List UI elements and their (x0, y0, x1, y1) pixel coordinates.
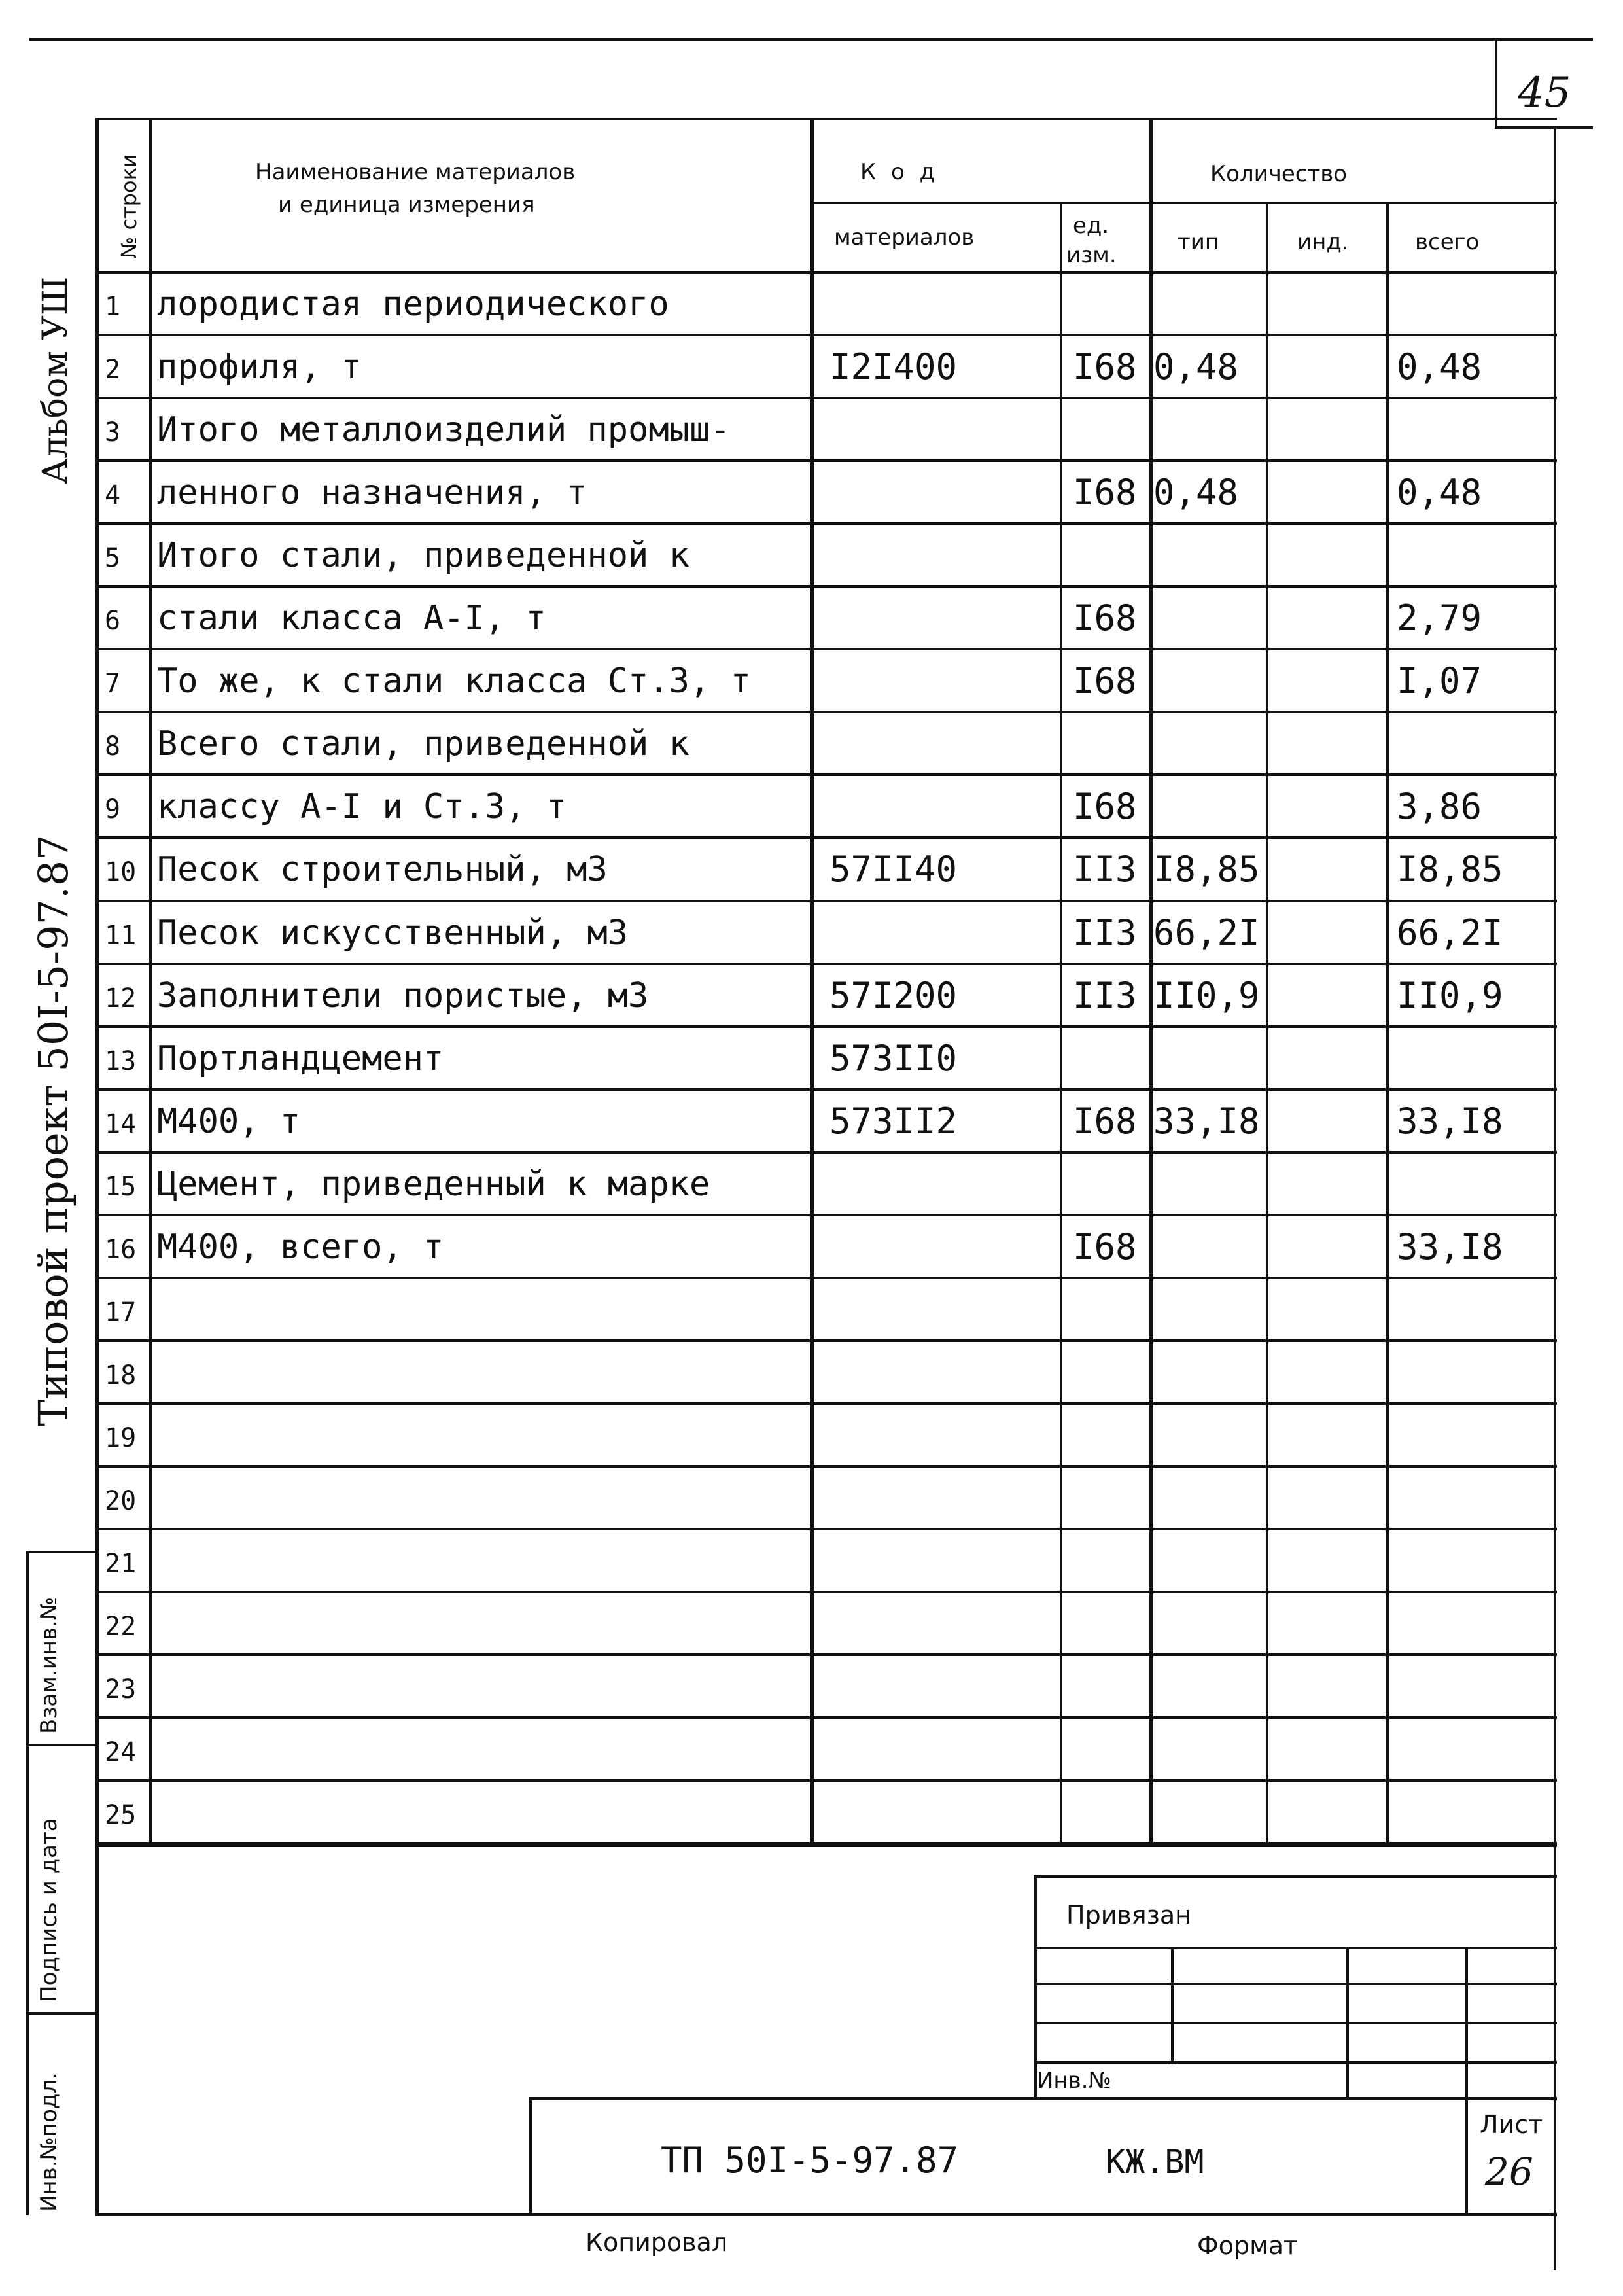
row-number: 5 (105, 543, 121, 574)
header-total: всего (1415, 229, 1480, 255)
header-unit-line1: ед. (1073, 213, 1109, 239)
row-number: 8 (105, 732, 121, 762)
stamp-grid-col-1 (1171, 1947, 1174, 2064)
cell-total: I,07 (1397, 660, 1482, 702)
vzam-label: Взам.инв.№ (36, 1597, 62, 1734)
title-block-sheet-divider (1465, 2097, 1468, 2215)
cell-unit: I68 (1073, 786, 1137, 828)
row-number: 14 (105, 1108, 137, 1139)
row-divider-line (98, 1214, 1557, 1216)
cell-unit: I68 (1073, 472, 1137, 514)
row-number: 21 (105, 1549, 137, 1579)
row-number: 1 (105, 292, 121, 322)
sheet-corner-bottom (1495, 126, 1593, 129)
header-code: К о д (860, 159, 939, 185)
row-divider-line (98, 1591, 1557, 1593)
cell-total: 2,79 (1397, 597, 1482, 639)
table-left-border (95, 118, 99, 2215)
header-name-line1: Наименование материалов (255, 159, 576, 185)
cell-name: ленного назначения, т (157, 473, 587, 513)
cell-unit: II3 (1073, 974, 1137, 1016)
stamp-top-line (1034, 1875, 1557, 1878)
cell-total: 3,86 (1397, 786, 1482, 828)
cell-name: Итого металлоизделий промыш- (157, 410, 731, 450)
row-divider-line (98, 1465, 1557, 1468)
left-strip-divider-1 (26, 1551, 97, 1553)
row-number: 17 (105, 1297, 137, 1328)
row-divider-line (98, 1402, 1557, 1405)
row-divider-line (98, 1339, 1557, 1342)
row-number: 18 (105, 1360, 137, 1390)
cell-name: Заполнители пористые, м3 (157, 976, 649, 1016)
cell-code: 573II2 (829, 1100, 958, 1142)
stamp-grid-line-4 (1034, 2061, 1557, 2064)
row-number: 10 (105, 857, 137, 888)
cell-name: Всего стали, приведенной к (157, 724, 689, 764)
header-tip: тип (1178, 229, 1220, 255)
cell-name: Портландцемент (157, 1038, 444, 1078)
row-number: 20 (105, 1485, 137, 1516)
stamp-doc-code: ТП 50I-5-97.87 (661, 2140, 959, 2181)
cell-code: 57I200 (829, 974, 958, 1016)
cell-name: классу А-I и Ст.3, т (157, 787, 567, 827)
sheet-number-top: 45 (1518, 69, 1571, 117)
cell-total: 66,2I (1397, 911, 1503, 953)
cell-name: Итого стали, приведенной к (157, 536, 689, 576)
header-name-line2: и единица измерения (278, 192, 535, 218)
cell-unit: II3 (1073, 849, 1137, 891)
title-block-top-line (529, 2097, 1557, 2100)
footer-format: Формат (1197, 2231, 1299, 2260)
row-number: 12 (105, 983, 137, 1014)
row-number: 15 (105, 1171, 137, 1202)
cell-unit: I68 (1073, 660, 1137, 702)
cell-name: профиля, т (157, 347, 362, 387)
header-ind: инд. (1297, 229, 1349, 255)
row-number: 22 (105, 1612, 137, 1642)
cell-code: 57II40 (829, 849, 958, 891)
row-divider-line (98, 836, 1557, 839)
left-strip-divider-3 (26, 2012, 97, 2015)
col-divider-name (810, 118, 814, 1845)
row-divider-line (98, 963, 1557, 965)
row-number: 16 (105, 1234, 137, 1265)
footer-kopiroval: Копировал (585, 2228, 728, 2257)
cell-unit: II3 (1073, 911, 1137, 953)
row-divider-line (98, 1151, 1557, 1154)
header-row-no: № строки (116, 154, 141, 258)
cell-tip: 0,48 (1153, 346, 1239, 388)
row-divider-line (98, 334, 1557, 336)
header-quantity: Количество (1210, 161, 1348, 187)
stamp-sheet-value: 26 (1485, 2149, 1533, 2194)
stamp-grid-line-1 (1034, 1947, 1557, 1949)
row-divider-line (98, 397, 1557, 399)
top-border-line (29, 38, 1593, 41)
row-number: 6 (105, 606, 121, 637)
cell-total: 0,48 (1397, 472, 1482, 514)
row-number: 9 (105, 794, 121, 825)
cell-tip: 33,I8 (1153, 1100, 1260, 1142)
title-block-bottom-line (95, 2213, 1557, 2216)
row-divider-line (98, 1653, 1557, 1656)
cell-code: I2I400 (829, 346, 958, 388)
col-divider-ind (1386, 203, 1389, 1845)
cell-unit: I68 (1073, 1100, 1137, 1142)
cell-unit: I68 (1073, 597, 1137, 639)
header-unit-line2: изм. (1066, 242, 1117, 268)
col-divider-code (1060, 203, 1062, 1845)
row-divider-line (98, 711, 1557, 713)
inv-podl-label: Инв.№подл. (36, 2072, 62, 2212)
row-number: 23 (105, 1674, 137, 1705)
stamp-grid-col-2 (1346, 1947, 1349, 2097)
row-divider-line (98, 1025, 1557, 1028)
cell-code: 573II0 (829, 1037, 958, 1079)
sheet-corner-left (1495, 39, 1497, 128)
stamp-grid-line-2 (1034, 1983, 1557, 1985)
cell-total: 33,I8 (1397, 1100, 1503, 1142)
row-number: 2 (105, 355, 121, 385)
row-divider-line (98, 1528, 1557, 1530)
row-divider-line (98, 1779, 1557, 1782)
cell-tip: I8,85 (1153, 849, 1260, 891)
stamp-privyazan: Привязан (1066, 1901, 1191, 1930)
header-bottom-line (95, 271, 1557, 274)
row-number: 24 (105, 1737, 137, 1768)
row-number: 19 (105, 1422, 137, 1453)
col-divider-rowno (149, 118, 152, 1845)
header-subrow-line (811, 202, 1557, 204)
stamp-sheet-label: Лист (1480, 2110, 1543, 2139)
cell-name: Песок искусственный, м3 (157, 913, 629, 953)
row-divider-line (98, 1842, 1557, 1845)
stamp-doc-mark: КЖ.ВМ (1106, 2143, 1204, 2181)
row-divider-line (98, 459, 1557, 462)
table-top-border (95, 118, 1557, 120)
row-number: 4 (105, 480, 121, 511)
cell-total: 33,I8 (1397, 1226, 1503, 1267)
row-divider-line (98, 1088, 1557, 1091)
cell-total: II0,9 (1397, 974, 1503, 1016)
cell-total: I8,85 (1397, 849, 1503, 891)
cell-unit: I68 (1073, 346, 1137, 388)
stamp-left-line (1034, 1875, 1037, 2097)
album-label: Альбом УШ (36, 276, 75, 484)
row-divider-line (98, 773, 1557, 776)
left-strip-line (26, 1551, 29, 2215)
row-divider-line (98, 585, 1557, 588)
cell-name: Песок строительный, м3 (157, 850, 608, 890)
row-divider-line (98, 648, 1557, 650)
cell-name: Цемент, приведенный к марке (157, 1164, 710, 1204)
row-number: 7 (105, 669, 121, 699)
col-divider-tip (1266, 203, 1268, 1845)
cell-tip: 0,48 (1153, 472, 1239, 514)
header-materials: материалов (834, 224, 975, 251)
row-number: 3 (105, 417, 121, 448)
cell-unit: I68 (1073, 1226, 1137, 1267)
row-divider-line (98, 1277, 1557, 1279)
cell-total: 0,48 (1397, 346, 1482, 388)
cell-name: М400, т (157, 1101, 301, 1141)
row-divider-line (98, 522, 1557, 525)
row-number: 25 (105, 1800, 137, 1831)
stamp-grid-line-3 (1034, 2022, 1557, 2024)
cell-tip: II0,9 (1153, 974, 1260, 1016)
podpis-label: Подпись и дата (36, 1818, 62, 2002)
cell-name: М400, всего, т (157, 1227, 444, 1267)
stamp-grid-col-3 (1465, 1947, 1468, 2097)
row-divider-line (98, 1716, 1557, 1719)
cell-name: стали класса А-I, т (157, 599, 546, 639)
stamp-inv-no: Инв.№ (1037, 2068, 1111, 2094)
row-number: 11 (105, 920, 137, 951)
cell-tip: 66,2I (1153, 911, 1260, 953)
cell-name: лородистая периодического (157, 285, 669, 324)
project-label: Типовой проект 50I-5-97.87 (29, 834, 77, 1426)
row-divider-line (98, 900, 1557, 902)
cell-name: То же, к стали класса Ст.3, т (157, 662, 751, 701)
left-strip-divider-2 (26, 1744, 97, 1746)
row-number: 13 (105, 1046, 137, 1076)
title-block-left-line (529, 2097, 532, 2215)
